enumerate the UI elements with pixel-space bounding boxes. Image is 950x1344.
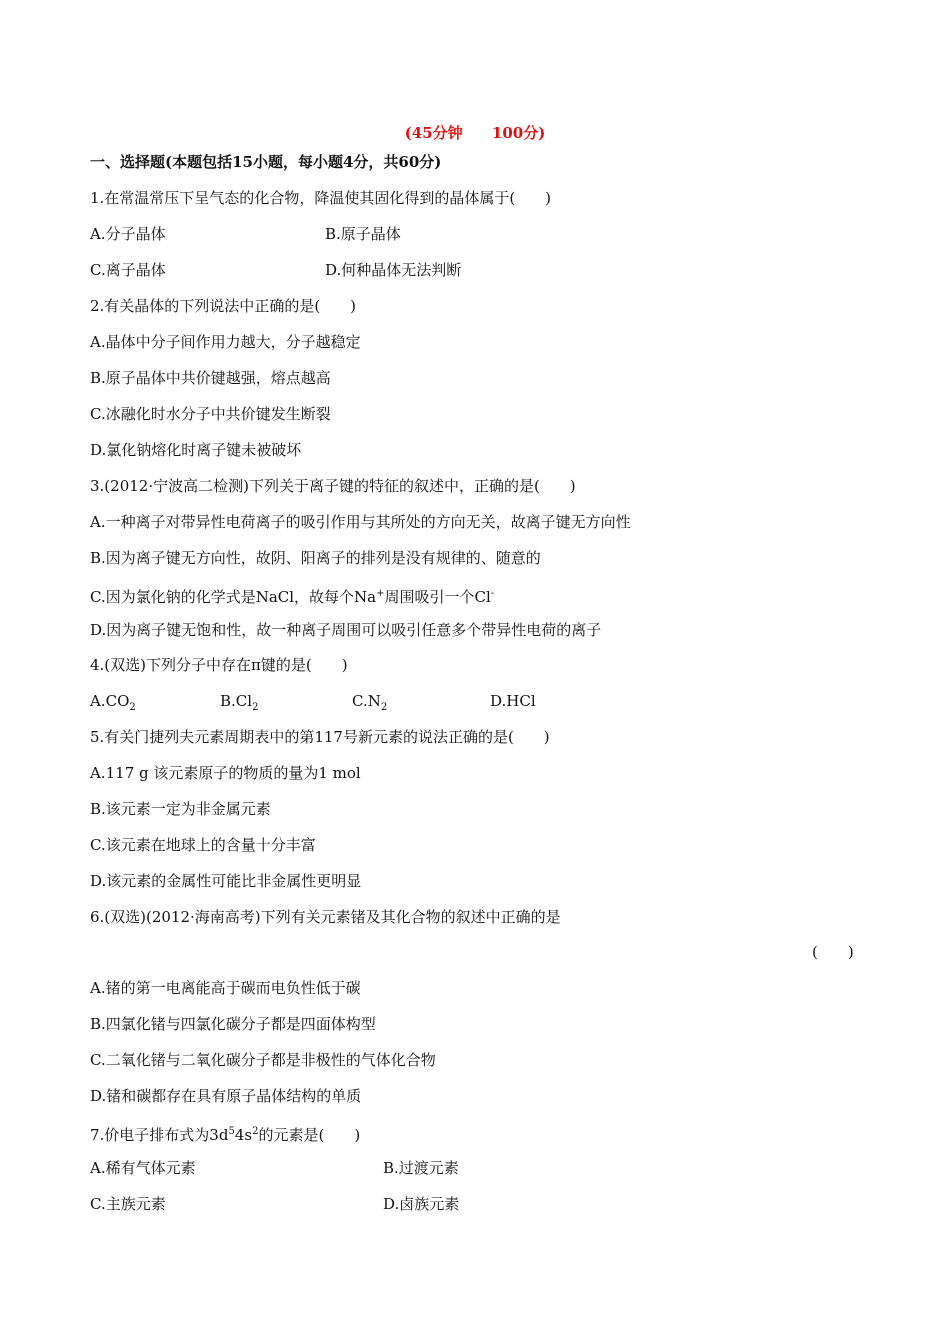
q2-option-b: B.原子晶体中共价键越强，熔点越高 <box>90 369 331 387</box>
q7-option-a: A.稀有气体元素 <box>90 1159 196 1177</box>
q4-b-text: B.Cl <box>220 692 253 710</box>
q6-answer-bracket: ( ) <box>812 943 854 961</box>
q3-option-d: D.因为离子键无饱和性，故一种离子周围可以吸引任意多个带异性电荷的离子 <box>90 621 602 639</box>
q4-a-sub: 2 <box>129 702 136 713</box>
q7-sup-2: 2 <box>252 1126 259 1137</box>
q2-option-c: C.冰融化时水分子中共价键发生断裂 <box>90 405 331 423</box>
q3-option-a: A.一种离子对带异性电荷离子的吸引作用与其所处的方向无关，故离子键无方向性 <box>90 513 631 531</box>
time-limit: (45分钟 <box>404 124 463 142</box>
total-score: 100分) <box>491 124 546 142</box>
q1-option-b: B.原子晶体 <box>325 225 401 243</box>
q4-c-text: C.N <box>352 692 381 710</box>
q4-option-a <box>90 691 136 718</box>
q3-c-charge-plus: + <box>376 588 385 599</box>
q1-stem: 1.在常温常压下呈气态的化合物，降温使其固化得到的晶体属于( ) <box>90 189 552 207</box>
q4-option-c <box>352 691 387 718</box>
q4-stem: 4.(双选)下列分子中存在π键的是( ) <box>90 656 348 674</box>
q2-option-d: D.氯化钠熔化时离子键未被破坏 <box>90 441 302 459</box>
q5-stem: 5.有关门捷列夫元素周期表中的第117号新元素的说法正确的是( ) <box>90 728 550 746</box>
q6-option-b: B.四氯化锗与四氯化碳分子都是四面体构型 <box>90 1015 376 1033</box>
q6-option-a: A.锗的第一电离能高于碳而电负性低于碳 <box>90 979 361 997</box>
exam-header <box>0 122 950 143</box>
q7-stem-text: 7.价电子排布式为3d <box>90 1126 229 1144</box>
q5-option-d: D.该元素的金属性可能比非金属性更明显 <box>90 872 362 890</box>
q4-c-sub: 2 <box>380 702 388 713</box>
q1-option-c: C.离子晶体 <box>90 261 166 279</box>
q3-stem: 3.(2012·宁波高二检测)下列关于离子键的特征的叙述中，正确的是( ) <box>90 477 576 495</box>
q6-option-c: C.二氧化锗与二氧化碳分子都是非极性的气体化合物 <box>90 1051 436 1069</box>
q3-c-text-2: 周围吸引一个Cl <box>384 588 491 606</box>
q5-option-b: B.该元素一定为非金属元素 <box>90 800 271 818</box>
q5-option-a: A.117 g 该元素原子的物质的量为1 mol <box>90 764 361 782</box>
q3-c-charge-minus: - <box>490 588 495 599</box>
q1-option-d: D.何种晶体无法判断 <box>325 261 462 279</box>
q6-option-d: D.锗和碳都存在具有原子晶体结构的单质 <box>90 1087 362 1105</box>
q7-sup-1: 5 <box>228 1126 235 1137</box>
q7-stem-text-3: 的元素是( ) <box>258 1126 361 1144</box>
q3-c-text: C.因为氯化钠的化学式是NaCl，故每个Na <box>90 588 377 606</box>
q6-stem: 6.(双选)(2012·海南高考)下列有关元素锗及其化合物的叙述中正确的是 <box>90 908 561 926</box>
section-title: 一、选择题(本题包括15小题，每小题4分，共60分) <box>90 153 442 171</box>
q3-option-b: B.因为离子键无方向性，故阴、阳离子的排列是没有规律的、随意的 <box>90 549 541 567</box>
q4-b-sub: 2 <box>252 702 259 713</box>
q7-option-b: B.过渡元素 <box>383 1159 459 1177</box>
q2-stem: 2.有关晶体的下列说法中正确的是( ) <box>90 297 357 315</box>
q2-option-a: A.晶体中分子间作用力越大，分子越稳定 <box>90 333 361 351</box>
q4-option-b <box>220 691 258 718</box>
q5-option-c: C.该元素在地球上的含量十分丰富 <box>90 836 316 854</box>
q3-option-c <box>90 584 494 607</box>
q7-option-d: D.卤族元素 <box>383 1195 460 1213</box>
q4-a-text: A.CO <box>90 692 130 710</box>
q7-stem <box>90 1122 360 1145</box>
q4-option-d: D.HCl <box>490 692 536 710</box>
q7-option-c: C.主族元素 <box>90 1195 166 1213</box>
q1-option-a: A.分子晶体 <box>90 225 166 243</box>
q7-stem-text-2: 4s <box>234 1126 253 1144</box>
